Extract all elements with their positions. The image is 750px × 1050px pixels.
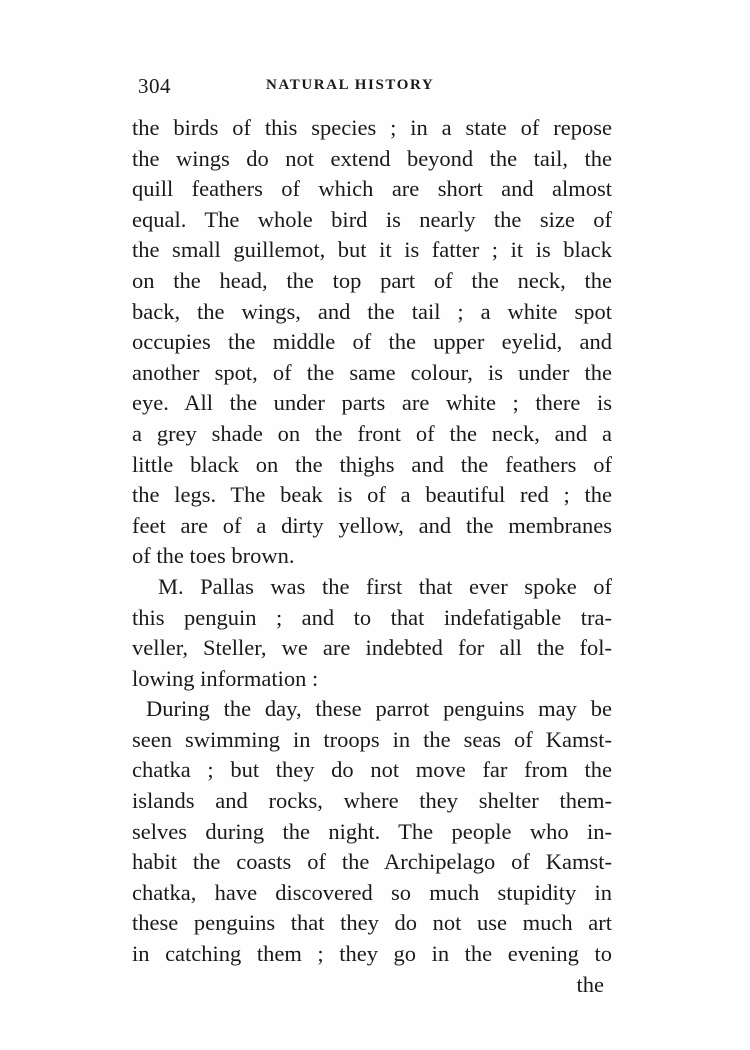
text-line: quill feathers of which are short and almost bbox=[132, 176, 612, 202]
text-line: seen swimming in troops in the seas of Kamst- bbox=[132, 726, 612, 752]
text-line: in catching them ; they go in the evening to bbox=[132, 941, 612, 967]
running-head bbox=[138, 74, 478, 98]
text-line: these penguins that they do not use much art bbox=[132, 910, 612, 936]
paragraph-end-line: lowing information : bbox=[132, 665, 319, 691]
text-line: another spot, of the same colour, is under the bbox=[132, 359, 612, 385]
text-line: little black on the thighs and the feathers of bbox=[132, 451, 612, 477]
text-line: on the head, the top part of the neck, the bbox=[132, 267, 612, 293]
text-line: a grey shade on the front of the neck, and a bbox=[132, 420, 612, 446]
text-line: chatka ; but they do not move far from the bbox=[132, 757, 612, 783]
text-line: habit the coasts of the Archipelago of Kamst- bbox=[132, 849, 612, 875]
text-line: back, the wings, and the tail ; a white spot bbox=[132, 298, 612, 324]
text-line: the small guillemot, but it is fatter ; it is black bbox=[132, 237, 612, 263]
paragraph-start-line: M. Pallas was the first that ever spoke of bbox=[158, 573, 612, 599]
catchword: the bbox=[576, 971, 604, 997]
text-line: chatka, have discovered so much stupidity in bbox=[132, 879, 612, 905]
text-line: occupies the middle of the upper eyelid, and bbox=[132, 329, 612, 355]
paragraph-start-line: During the day, these parrot penguins may be bbox=[146, 696, 612, 722]
text-line: equal. The whole bird is nearly the size of bbox=[132, 206, 612, 232]
text-line: islands and rocks, where they shelter them- bbox=[132, 788, 612, 814]
text-line: selves during the night. The people who in- bbox=[132, 818, 612, 844]
page-number: 304 bbox=[138, 74, 171, 98]
text-line: veller, Steller, we are indebted for all the fol- bbox=[132, 635, 612, 661]
text-line: eye. All the under parts are white ; there is bbox=[132, 390, 612, 416]
running-title: NATURAL HISTORY bbox=[266, 77, 435, 93]
text-line: this penguin ; and to that indefatigable tra- bbox=[132, 604, 612, 630]
paragraph-end-line: of the toes brown. bbox=[132, 543, 295, 569]
text-line: the legs. The beak is of a beautiful red ; the bbox=[132, 482, 612, 508]
text-line: the birds of this species ; in a state of repose bbox=[132, 115, 612, 140]
body-text bbox=[132, 113, 612, 1000]
text-line: feet are of a dirty yellow, and the membranes bbox=[132, 512, 612, 538]
text-line: the wings do not extend beyond the tail, the bbox=[132, 145, 612, 171]
